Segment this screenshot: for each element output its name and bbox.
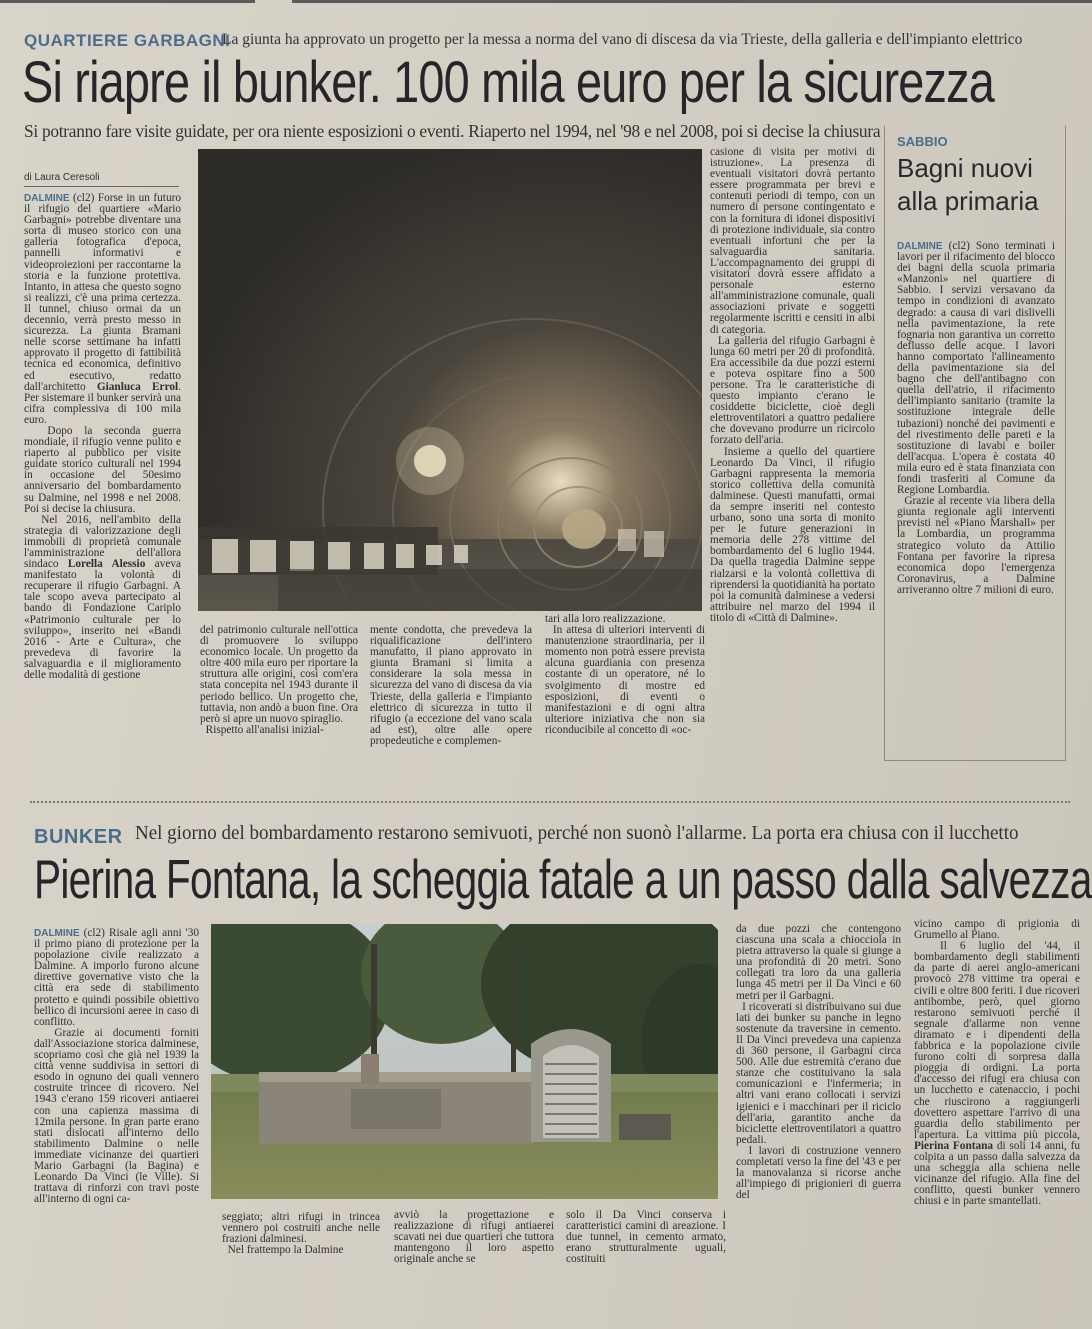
article2-headline: Pierina Fontana, la scheggia fatale a un passo dalla salvezza (34, 848, 1092, 910)
article1-headline: Si riapre il bunker. 100 mila euro per la sicurezza (22, 50, 995, 115)
article2-col4: solo il Da Vinci conserva i caratteristici camini di areazione. I due tunnel, in cemento armato, erano strutturalmente uguali, costituiti (566, 1210, 726, 1266)
section-separator (30, 801, 1070, 803)
dateline: DALMINE (24, 193, 70, 204)
article1-kicker: QUARTIERE GARBAGNI (24, 31, 231, 50)
article1-col2: del patrimonio culturale nell'ottica di promuovere lo sviluppo economico locale. Un progetto da oltre 400 mila euro per riportare la struttura alle origini, così com'era stata concepita nel 1943 durante il periodo bellico. Un progetto che, tuttavia, non andò a buon fine. Ora però si apre un nuovo spiraglio. Rispetto all'analisi inizial- (200, 625, 358, 736)
bunker-tunnel-photo (198, 149, 702, 611)
sidebar-kicker: SABBIO (897, 134, 948, 149)
article1-col3: mente condotta, che prevedeva la riqualificazione dell'intero manufatto, il piano approvato in giunta Bramani si limita a considerare la sola messa in sicurezza del vano di discesa da via Trieste, della galleria e l'impianto elettrico di sicurezza in tutto il rifugio (a eccezione del vano scala ad est), oltre alle opere propedeutiche e complemen- (370, 625, 532, 747)
byline: di Laura Ceresoli (24, 172, 100, 183)
sidebar-box (884, 126, 1066, 761)
article2-col2: seggiato; altri rifugi in trincea vennero poi costruiti anche nelle frazioni dalminesi. Nel frattempo la Dalmine (222, 1212, 380, 1257)
byline-rule (24, 186, 179, 187)
sidebar-body: DALMINE (cl2) Sono terminati i lavori per il rifacimento del blocco dei bagni della scuola primaria «Manzoni» nel quartiere di Sabbio. I servizi versavano da tempo in condizioni di avanzato degrado: a causa di vari dislivelli nella pavimentazione, la rete fognaria non garantiva un corretto deflusso delle acque. I lavori hanno comportato l'allineamento della pavimentazione sia del bagno che dell'antibagno con quella dell'atrio, il rifacimento dell'impianto sanitario (tramite la sostituzione integrale delle tubazioni) nonché dei pavimenti e del rivestimento delle pareti e la sostituzione di lavabi e boiler dell'acqua. L'opera è costata 40 mila euro ed è stata finanziata con fondi trasferiti al Comune da Regione Lombardia. Grazie al recente via libera della giunta regionale agli interventi previsti nel «Piano Marshall» per la Lombardia, un programma strategico voluto da Attilio Fontana per favorire la ripresa economica dopo l'emergenza Coronavirus, a Dalmine arriveranno oltre 7 milioni di euro. (897, 241, 1055, 596)
article2-col3: avviò la progettazione e realizzazione di rifugi antiaerei scavati nei due quartieri che tuttora mantengono il loro aspetto originale anche se (394, 1210, 554, 1266)
article2-col6: vicino campo di prigionia di Grumello al Piano. Il 6 luglio del '44, il bombardamento degli stabilimenti da parte di aerei anglo-americani provocò 278 vittime tra operai e civili e oltre 800 feriti. I due ricoveri antibombe, però, quel giorno restarono semivuoti perché il segnale d'allarme non venne diramato e i dipendenti della fabbrica e la popolazione civile furono colti di sorpresa dalla pioggia di ordigni. La porta d'accesso dei rifugi era chiusa con un lucchetto e catenaccio, i pochi che riuscirono a raggiungerli dovettero aspettare l'arrivo di una guardia dello stabilimento per l'apertura. La vittima più piccola, Pierina Fontana di soli 14 anni, fu colpita a un passo dalla salvezza da una scheggia alla schiena nelle vicinanze del rifugio. Alla fine del conflitto, questi bunker vennero chiusi e in parte smantellati. (914, 919, 1080, 1208)
article1-col4: tari alla loro realizzazione. In attesa di ulteriori interventi di manutenzione straordinaria, per il momento non potrà essere prevista alcuna guardiania con presenza costante di un operatore, né lo svolgimento di mostre ed esposizioni, di eventi o manifestazioni e di ogni altra ulteriore iniziativa che non sia riconducibile al concetto di «oc- (545, 614, 705, 736)
article2-kicker: BUNKER (34, 826, 123, 848)
article2-kicker-text: Nel giorno del bombardamento restarono semivuoti, perché non suonò l'allarme. La porta era chiusa con il lucchetto (135, 822, 1019, 844)
article1-col5: casione di visita per motivi di istruzione». La presenza di eventuali visitatori dovrà pertanto essere programmata per brevi e contenuti periodi di tempo, con un numero di persone contingentato e con la fornitura di idonei dispositivi di protezione individuale, sia contro eventuali infortuni che per la salvaguardia sanitaria. L'accompagnamento dei gruppi di visitatori dovrà essere affidato a personale esterno all'amministrazione comunale, quali associazioni private e soggetti regolarmente iscritti e censiti in albi di categoria. La galleria del rifugio Garbagni è lunga 60 metri per 20 di profondità. Era accessibile da due pozzi esterni e poteva ospitare fino a 500 persone. Tra le caratteristiche di questo impianto c'erano le cosiddette biciclette, cioè degli elettroventilatori a quattro pedaliere che dovevano produrre un ricircolo forzato dell'aria. Insieme a quello del quartiere Leonardo Da Vinci, il rifugio Garbagni rappresenta la memoria storico collettiva della comunità dalminese. Questi manufatti, ormai da sempre inseriti nel contesto urbano, sono una sorta di monito per le future generazioni in memoria delle 278 vittime del bombardamento del 6 luglio 1944. Da quella tragedia Dalmine seppe rialzarsi e la volontà collettiva di riprendersi la quotidianità ha portato poi la comunità dalminese a vedersi attribuire nel marzo del 1994 il titolo di «Città di Dalmine». (710, 147, 875, 624)
top-rule (0, 0, 1092, 4)
sidebar-title: Bagni nuovi alla primaria (897, 153, 1039, 216)
article2-col1: DALMINE (cl2) Risale agli anni '30 il primo piano di protezione per la popolazione civile realizzato a Dalmine. A imporlo furono alcune direttive governative visto che la città era sede di stabilimento protetto e quindi possibile obiettivo bellico di incursioni aeree in caso di conflitto. Grazie ai documenti forniti dall'Associazione storica dalminese, scopriamo così che già nel 1939 la città venne suddivisa in settori di esodo in ognuno dei quali vennero costruite trincee di ricovero. Nel 1943 c'erano 159 ricoveri antiaerei con una capienza massima di 12mila persone. In gran parte erano stati dislocati all'interno dello stabilimento Dalmine o nelle immediate vicinanze dei quartieri Mario Garbagni (la Bagina) e Leonardo Da Vinci (le Ville). Si trattava di rinforzi con travi poste all'interno di ogni ca- (34, 928, 199, 1206)
article1-kicker-text: La giunta ha approvato un progetto per la messa a norma del vano di discesa da via Trieste, della galleria e dell'impianto elettrico (222, 31, 1023, 48)
bunker-entrance-photo (211, 924, 718, 1199)
article2-col5: da due pozzi che contengono ciascuna una scala a chiocciola in pietra attraverso la quale si giunge a una profondità di 20 metri. Sono collegati tra loro da una galleria lunga 45 metri per il Da Vinci e 60 metri per il Garbagni. I ricoverati si distribuivano sui due lati dei bunker su panche in legno sostenute da traversine in cemento. Il Da Vinci prevedeva una capienza di 360 persone, il Garbagni circa 500. Alle due estremità c'erano due stanze che costituivano la sala comunicazioni e l'infermeria; in altri vani erano collocati i servizi igienici e i macchinari per il riciclo dell'aria, garantito anche da biciclette elettroventilatori a quattro pedali. I lavori di costruzione vennero completati verso la fine del '43 e per la manovalanza si ricorse anche all'impiego di prigionieri di guerra del (736, 924, 901, 1202)
article1-subhead: Si potranno fare visite guidate, per ora niente esposizioni o eventi. Riaperto nel 1994, nel '98 e nel 2008, poi si decise la chiusura (24, 121, 881, 141)
article1-col1: DALMINE (cl2) Forse in un futuro il rifugio del quartiere «Mario Garbagni» potrebbe diventare una sorta di museo storico con una galleria fotografica d'epoca, pannelli informativi e videoproiezioni per raccontarne la storia e la funzione protettiva. Intanto, in attesa che questo sogno si realizzi, c'è una prima certezza. Il tunnel, chiuso ormai da un decennio, verrà presto messo in sicurezza. La giunta Bramani nelle scorse settimane ha infatti approvato il progetto di fattibilità tecnica ed economica, definitivo ed esecutivo, redatto dall'architetto Gianluca Errol. Per sistemare il bunker servirà una cifra complessiva di 100 mila euro. Dopo la seconda guerra mondiale, il rifugio venne pulito e riaperto al pubblico per visite guidate storico culturali nel 1994 in occasione del 50esimo anniversario del bombardamento su Dalmine, nel 1998 e nel 2008. Poi si decise la chiusura. Nel 2016, nell'ambito della strategia di valorizzazione degli immobili di proprietà comunale l'amministrazione dell'allora sindaco Lorella Alessio aveva manifestato la volontà di recuperare il rifugio Garbagni. A tale scopo aveva partecipato al bando di Fondazione Cariplo «Patrimonio culturale per lo sviluppo», inserito nei «Bandi 2016 - Arte e Cultura», che prevedeva di favorire la salvaguardia e il miglioramento delle modalità di gestione (24, 193, 181, 682)
